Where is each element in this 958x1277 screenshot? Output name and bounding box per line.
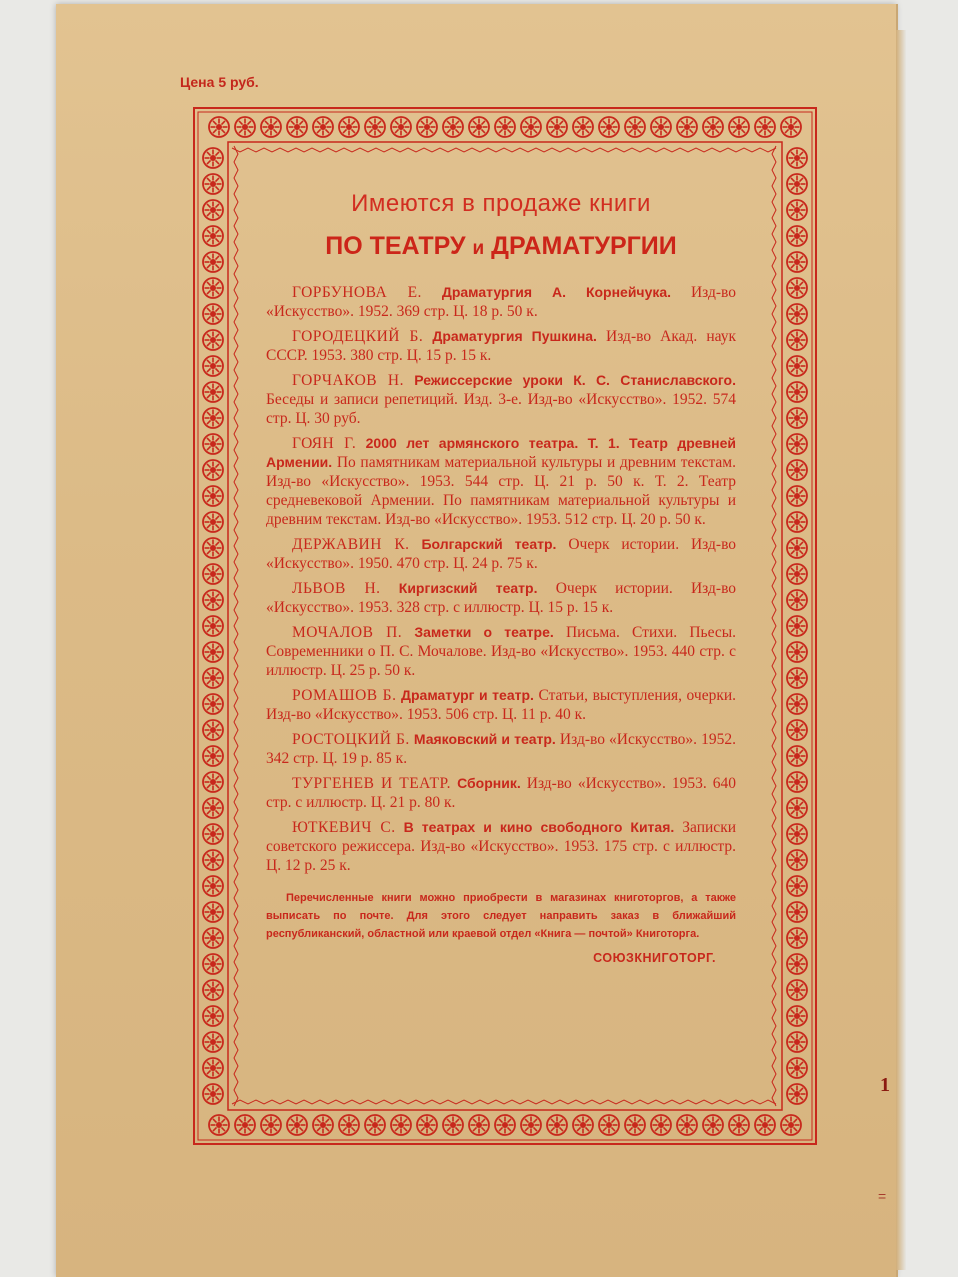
book-entry xyxy=(266,434,736,529)
rosette-ornament xyxy=(787,486,807,506)
rosette-ornament xyxy=(787,174,807,194)
rosette-ornament xyxy=(203,824,223,844)
book-details: Изд-во «Искусство». 1952. 369 стр. Ц. 18 р. 50 к. xyxy=(266,284,737,320)
rosette-ornament xyxy=(787,1058,807,1078)
book-title: Драматургия Пушкина. xyxy=(432,328,597,344)
heading-line-2 xyxy=(266,232,736,261)
rosette-ornament xyxy=(417,117,437,137)
purchase-notice: Перечисленные книги можно приобрести в магазинах книготоргов, а также выписать по почте. Для этого следует направить заказ в ближайший республиканский, областной или краевой отдел «Книга — почтой» Книготорга. xyxy=(266,892,736,940)
rosette-ornament xyxy=(781,117,801,137)
rosette-ornament xyxy=(677,117,697,137)
book-title: Заметки о театре. xyxy=(414,624,554,640)
rosette-ornament xyxy=(787,694,807,714)
rosette-ornament xyxy=(261,117,281,137)
rosette-ornament xyxy=(787,1084,807,1104)
rosette-ornament xyxy=(787,434,807,454)
book-author: РОМАШОВ Б. xyxy=(292,687,397,704)
rosette-ornament xyxy=(287,1115,307,1135)
rosette-ornament xyxy=(787,538,807,558)
rosette-ornament xyxy=(203,148,223,168)
book-details: Изд-во «Искусство». 1953. 640 стр. с иллюстр. Ц. 21 р. 80 к. xyxy=(266,775,737,811)
rosette-ornament xyxy=(787,902,807,922)
rosette-ornament xyxy=(787,460,807,480)
book-title: Маяковский и театр. xyxy=(413,731,556,747)
rosette-ornament xyxy=(203,590,223,610)
rosette-ornament xyxy=(787,408,807,428)
rosette-ornament xyxy=(203,928,223,948)
rosette-ornament xyxy=(787,850,807,870)
rosette-ornament xyxy=(203,642,223,662)
book-details: Изд-во «Искусство». 1952. 342 стр. Ц. 19 р. 85 к. xyxy=(266,731,737,767)
rosette-ornament xyxy=(203,382,223,402)
book-entry xyxy=(266,686,736,724)
rosette-ornament xyxy=(203,330,223,350)
book-details: Беседы и записи репетиций. Изд. 3-е. Изд-во «Искусство». 1952. 574 стр. Ц. 30 руб. xyxy=(266,391,736,427)
rosette-ornament xyxy=(203,1032,223,1052)
rosette-ornament xyxy=(417,1115,437,1135)
rosette-ornament xyxy=(755,117,775,137)
rosette-ornament xyxy=(787,746,807,766)
book-author: МОЧАЛОВ П. xyxy=(292,624,403,641)
book-entry xyxy=(266,730,736,768)
rosette-ornament xyxy=(787,590,807,610)
book-entry xyxy=(266,283,736,321)
rosette-ornament xyxy=(787,200,807,220)
rosette-ornament xyxy=(203,1084,223,1104)
margin-mark-equals: = xyxy=(878,1188,887,1204)
rosette-ornament xyxy=(573,1115,593,1135)
rosette-ornament xyxy=(203,252,223,272)
rosette-ornament xyxy=(787,798,807,818)
book-title: В театрах и кино свободного Китая. xyxy=(403,819,675,835)
rosette-ornament xyxy=(787,226,807,246)
rosette-ornament xyxy=(235,117,255,137)
rosette-ornament xyxy=(203,798,223,818)
rosette-ornament xyxy=(443,1115,463,1135)
rosette-ornament xyxy=(787,876,807,896)
book-entry xyxy=(266,535,736,573)
rosette-ornament xyxy=(203,1058,223,1078)
rosette-ornament xyxy=(599,117,619,137)
zigzag-right xyxy=(772,146,776,1106)
book-title: Киргизский театр. xyxy=(398,580,538,596)
rosette-ornament xyxy=(203,876,223,896)
price-label: Цена 5 руб. xyxy=(180,74,259,90)
book-title: Сборник. xyxy=(457,775,521,791)
book-author: ДЕРЖАВИН К. xyxy=(292,536,410,553)
rosette-ornament xyxy=(203,1006,223,1026)
rosette-ornament xyxy=(599,1115,619,1135)
rosette-ornament xyxy=(203,720,223,740)
rosette-ornament xyxy=(469,117,489,137)
rosette-ornament xyxy=(495,1115,515,1135)
rosette-ornament xyxy=(787,382,807,402)
rosette-ornament xyxy=(203,616,223,636)
book-title: Режиссерские уроки К. С. Станиславского. xyxy=(414,372,736,388)
rosette-ornament xyxy=(787,720,807,740)
rosette-ornament xyxy=(365,117,385,137)
book-details: Письма. Стихи. Пьесы. Современники о П. С. Мочалове. Изд-во «Искусство». 1953. 440 стр. с иллюстр. Ц. 25 р. 50 к. xyxy=(266,624,737,679)
rosette-ornament xyxy=(651,1115,671,1135)
advertisement-panel xyxy=(266,190,736,965)
rosette-ornament xyxy=(469,1115,489,1135)
rosette-ornament xyxy=(787,330,807,350)
rosette-ornament xyxy=(495,117,515,137)
rosette-ornament xyxy=(729,1115,749,1135)
rosette-ornament xyxy=(391,117,411,137)
heading-drama: ДРАМАТУРГИИ xyxy=(491,232,677,260)
rosette-ornament xyxy=(443,117,463,137)
rosette-ornament xyxy=(203,278,223,298)
rosette-ornament xyxy=(203,486,223,506)
rosette-ornament xyxy=(547,1115,567,1135)
book-entry xyxy=(266,818,736,875)
zigzag-top xyxy=(232,148,776,152)
rosette-ornament xyxy=(203,408,223,428)
rosette-ornament xyxy=(729,117,749,137)
rosette-ornament xyxy=(203,694,223,714)
heading-conjunction: и xyxy=(472,238,485,259)
rosette-ornament xyxy=(787,928,807,948)
margin-mark: 1 xyxy=(880,1074,890,1096)
book-entry xyxy=(266,774,736,812)
rosette-ornament xyxy=(391,1115,411,1135)
rosette-ornament xyxy=(209,1115,229,1135)
rosette-ornament xyxy=(573,117,593,137)
rosette-ornament xyxy=(203,954,223,974)
rosette-ornament xyxy=(787,278,807,298)
rosette-ornament xyxy=(203,434,223,454)
rosette-ornament xyxy=(203,850,223,870)
rosette-ornament xyxy=(287,117,307,137)
rosette-ornament xyxy=(787,642,807,662)
rosette-ornament xyxy=(787,668,807,688)
rosette-ornament xyxy=(521,1115,541,1135)
rosette-ornament xyxy=(625,117,645,137)
rosette-ornament xyxy=(703,1115,723,1135)
book-author: РОСТОЦКИЙ Б. xyxy=(292,731,410,748)
book-title: 2000 лет армянского театра. Т. 1. Театр древней Армении. xyxy=(266,435,737,470)
rosette-ornament xyxy=(203,538,223,558)
rosette-ornament xyxy=(209,117,229,137)
book-author: ГОЯН Г. xyxy=(292,435,357,452)
book-details: Очерк истории. Изд-во «Искусство». 1953. 328 стр. с иллюстр. Ц. 15 р. 15 к. xyxy=(266,580,737,616)
publisher-signature: СОЮЗКНИГОТОРГ. xyxy=(593,951,716,965)
book-details: Очерк истории. Изд-во «Искусство». 1950. 470 стр. Ц. 24 р. 75 к. xyxy=(266,536,737,572)
rosette-ornament xyxy=(625,1115,645,1135)
rosette-ornament xyxy=(787,980,807,1000)
book-author: ТУРГЕНЕВ И ТЕАТР. xyxy=(292,775,452,792)
rosette-ornament xyxy=(787,954,807,974)
rosette-ornament xyxy=(203,512,223,532)
rosette-ornament xyxy=(203,746,223,766)
book-entry xyxy=(266,623,736,680)
rosette-ornament xyxy=(203,902,223,922)
zigzag-bottom xyxy=(232,1100,776,1104)
book-entry xyxy=(266,327,736,365)
book-details: По памятникам материальной культуры и древним текстам. Изд-во «Искусство». 1953. 544 стр. Ц. 21 р. 50 к. Т. 2. Театр средневековой Армении. По памятникам материальной культуры и древним текстам. Изд-во «Искусство». 1953. 512 стр. Ц. 20 р. 50 к. xyxy=(266,454,736,528)
book-author: ЛЬВОВ Н. xyxy=(292,580,381,597)
rosette-ornament xyxy=(203,174,223,194)
rosette-ornament xyxy=(787,1006,807,1026)
rosette-ornament xyxy=(521,117,541,137)
rosette-ornament xyxy=(755,1115,775,1135)
book-title: Болгарский театр. xyxy=(421,536,557,552)
rosette-ornament xyxy=(651,117,671,137)
heading-line-1: Имеются в продаже книги xyxy=(351,190,651,217)
rosette-ornament xyxy=(313,1115,333,1135)
rosette-ornament xyxy=(787,252,807,272)
rosette-ornament xyxy=(787,824,807,844)
book-entry xyxy=(266,371,736,428)
book-author: ЮТКЕВИЧ С. xyxy=(292,819,396,836)
rosette-ornament xyxy=(787,304,807,324)
rosette-ornament xyxy=(677,1115,697,1135)
book-author: ГОРОДЕЦКИЙ Б. xyxy=(292,328,424,345)
rosette-ornament xyxy=(547,117,567,137)
rosette-ornament xyxy=(203,772,223,792)
rosette-ornament xyxy=(787,772,807,792)
rosette-ornament xyxy=(781,1115,801,1135)
page-edge xyxy=(896,30,906,1270)
rosette-ornament xyxy=(203,226,223,246)
rosette-ornament xyxy=(235,1115,255,1135)
book-details: Записки советского режиссера. Изд-во «Искусство». 1953. 175 стр. с иллюстр. Ц. 12 р. 25 к. xyxy=(266,819,737,874)
rosette-ornament xyxy=(313,117,333,137)
rosette-ornament xyxy=(787,616,807,636)
zigzag-left xyxy=(234,146,238,1106)
book-author: ГОРЧАКОВ Н. xyxy=(292,372,404,389)
book-author: ГОРБУНОВА Е. xyxy=(292,284,422,301)
book-entry xyxy=(266,579,736,617)
book-details: Изд-во Акад. наук СССР. 1953. 380 стр. Ц. 15 р. 15 к. xyxy=(266,328,736,364)
rosette-ornament xyxy=(339,1115,359,1135)
rosette-ornament xyxy=(365,1115,385,1135)
book-details: Статьи, выступления, очерки. Изд-во «Искусство». 1953. 506 стр. Ц. 11 р. 40 к. xyxy=(266,687,737,723)
book-title: Драматургия А. Корнейчука. xyxy=(441,284,672,300)
rosette-ornament xyxy=(339,117,359,137)
rosette-ornament xyxy=(787,1032,807,1052)
rosette-ornament xyxy=(787,356,807,376)
rosette-ornament xyxy=(203,200,223,220)
rosette-ornament xyxy=(203,564,223,584)
rosette-ornament xyxy=(203,980,223,1000)
rosette-ornament xyxy=(203,668,223,688)
book-list xyxy=(266,283,736,875)
rosette-ornament xyxy=(203,304,223,324)
heading-theatre: ПО ТЕАТРУ xyxy=(325,232,466,260)
rosette-ornament xyxy=(787,564,807,584)
rosette-ornament xyxy=(787,148,807,168)
rosette-ornament xyxy=(787,512,807,532)
rosette-ornament xyxy=(203,356,223,376)
rosette-ornament xyxy=(203,460,223,480)
rosette-ornament xyxy=(703,117,723,137)
book-title: Драматург и театр. xyxy=(401,687,534,703)
rosette-ornament xyxy=(261,1115,281,1135)
